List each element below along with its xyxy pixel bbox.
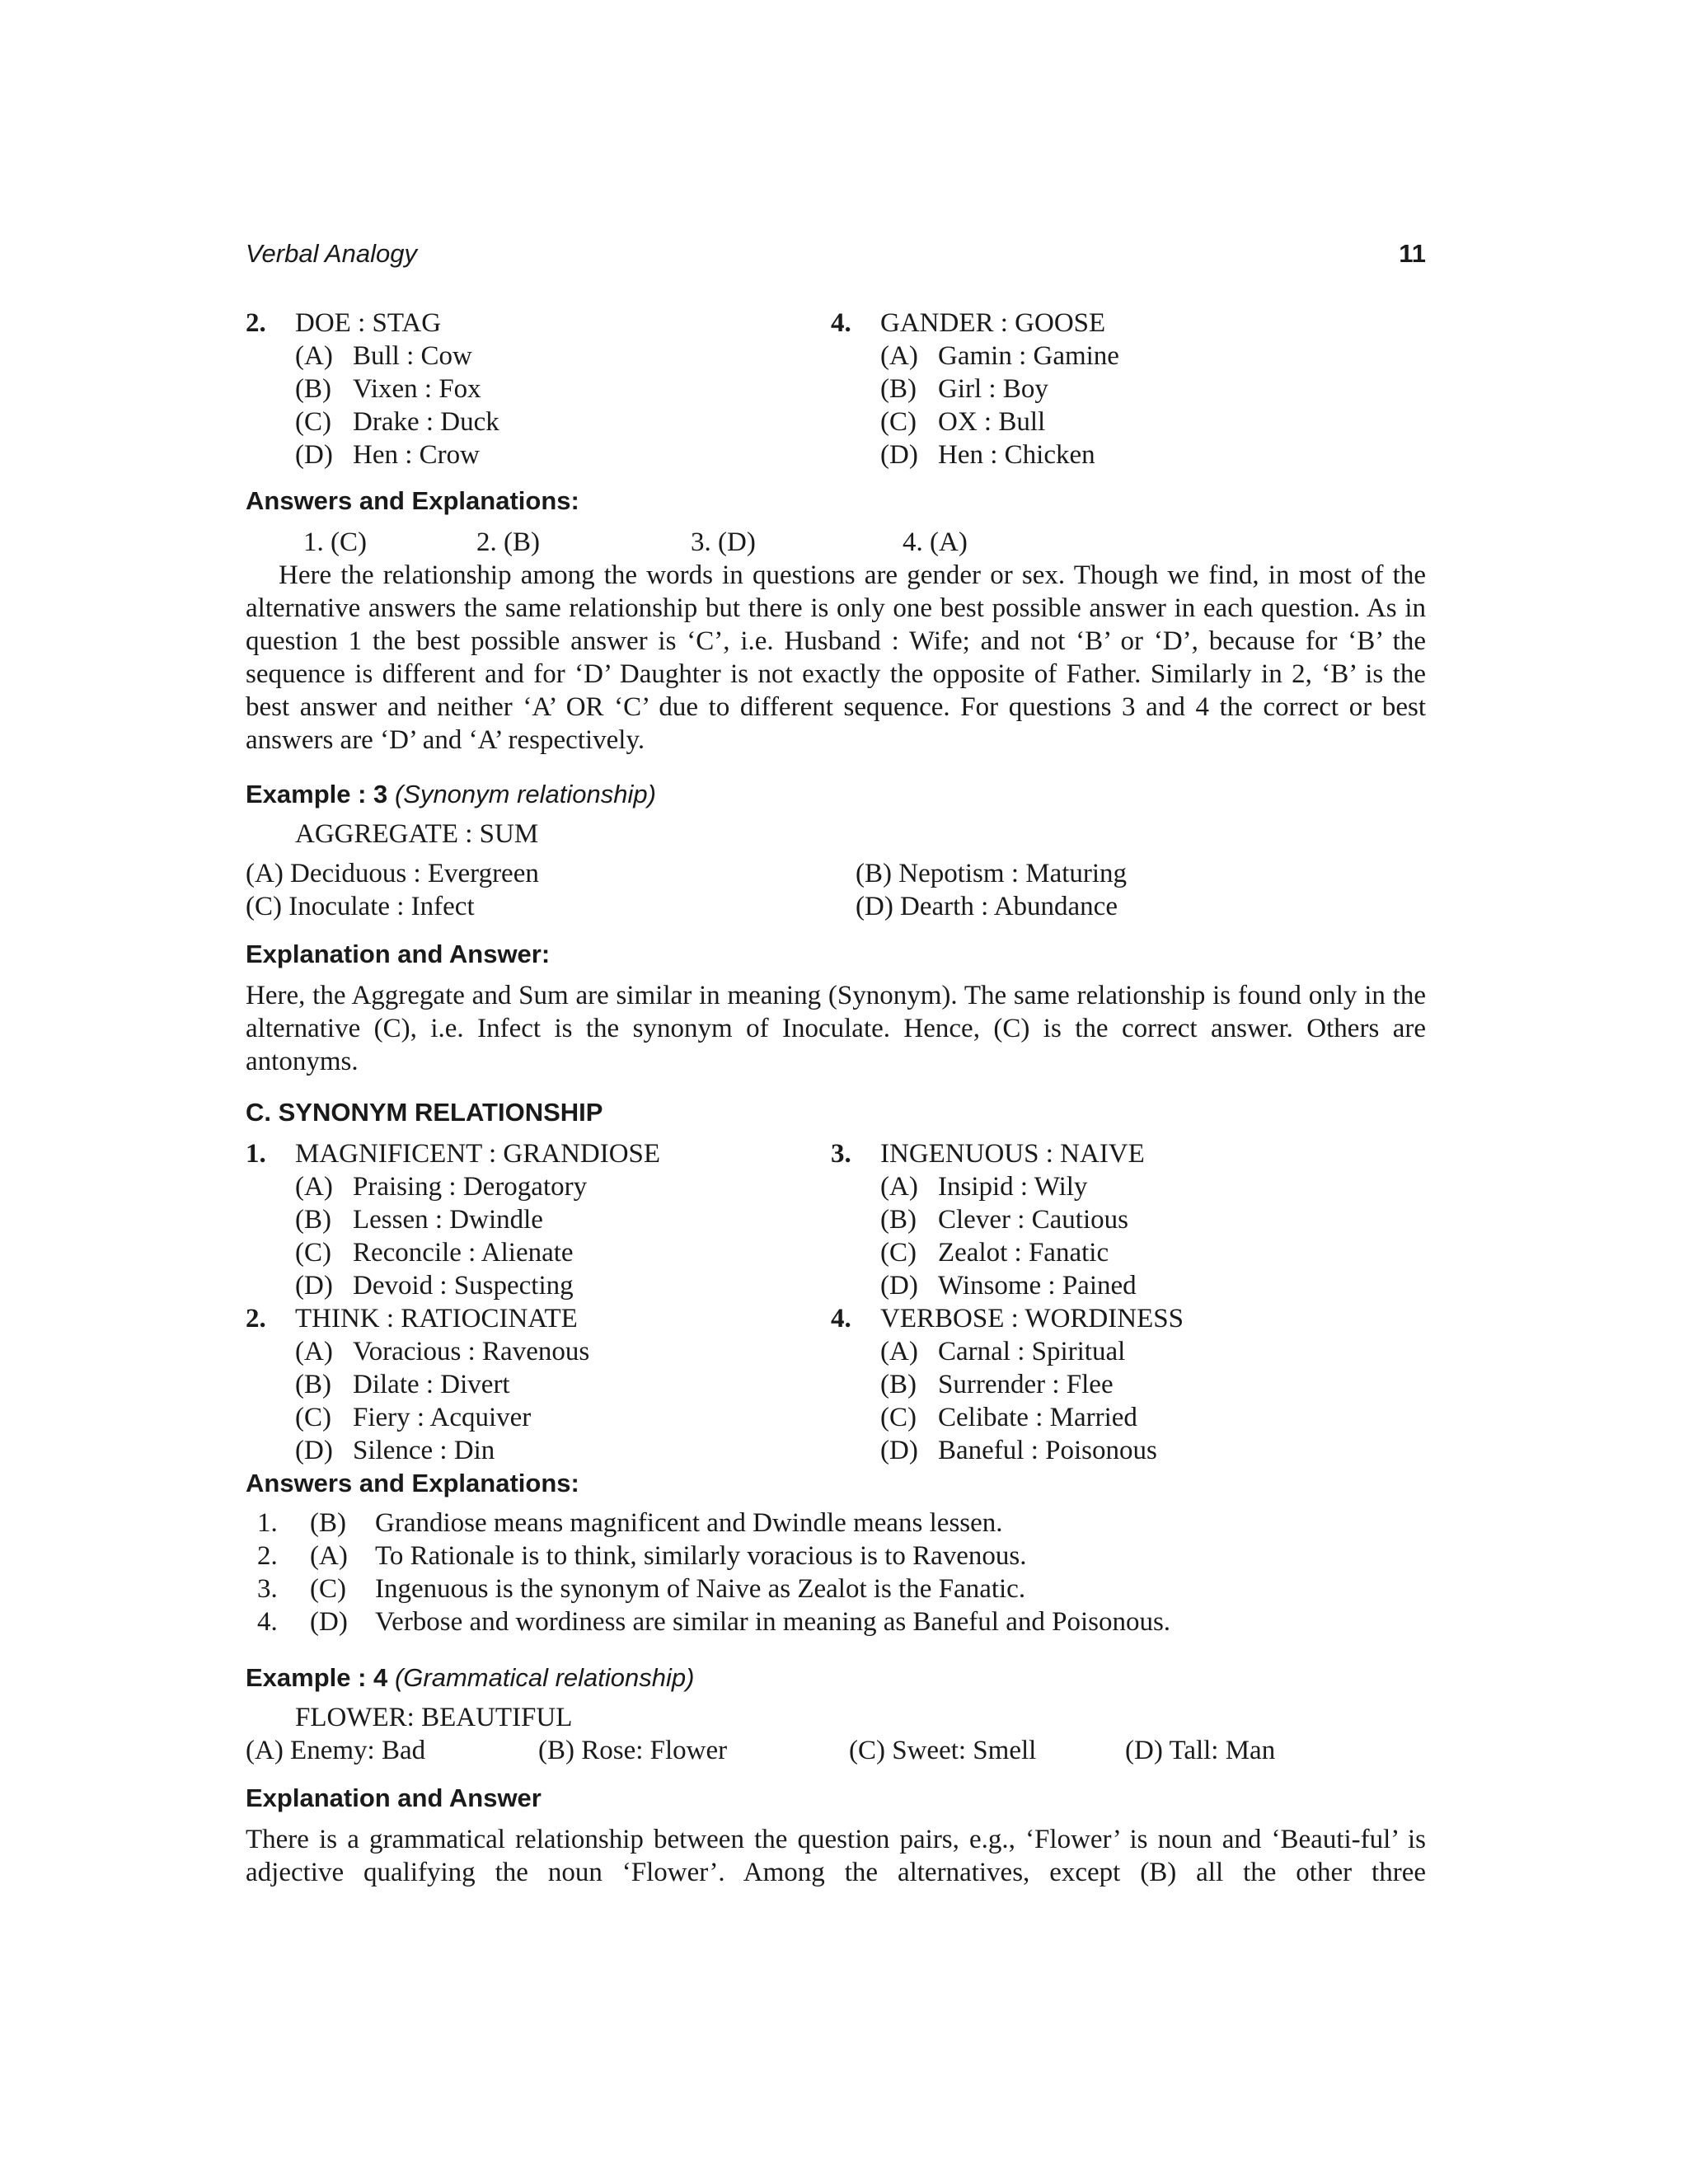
option: (D) Tall: Man: [1125, 1736, 1276, 1765]
option-text: Vixen : Fox: [353, 374, 481, 404]
answers-list: [246, 1507, 1426, 1638]
option-text: Carnal : Spiritual: [938, 1337, 1126, 1366]
example-3-explanation: Here, the Aggregate and Sum are similar in meaning (Synonym). The same relationship is found only in the alternative (C), i.e. Infect is the synonym of Inoculate. Hence, (C) is the correct answer. Others are antonyms.: [246, 981, 1426, 1076]
question-number: 2.: [246, 1304, 266, 1333]
question-stem: INGENUOUS : NAIVE: [880, 1139, 1145, 1169]
option: (D) Dearth : Abundance: [856, 892, 1118, 921]
option-letter: (D): [295, 1436, 333, 1465]
option-letter: (D): [880, 440, 918, 470]
question-stem: DOE : STAG: [295, 308, 442, 338]
option-text: Hen : Chicken: [938, 440, 1095, 470]
option-letter: (B): [295, 374, 331, 404]
question-number: 4.: [831, 308, 851, 338]
option-text: Praising : Derogatory: [353, 1172, 588, 1202]
example-3-options: [246, 857, 1426, 923]
example-label: Example : 4: [246, 1663, 388, 1692]
example-4-explanation: There is a grammatical relationship between the question pairs, e.g., ‘Flower’ is noun and ‘Beauti-ful’ is adjective qualifying the noun ‘Flower’. Among the alternatives, except (B) all the other three: [246, 1825, 1426, 1887]
answer-row: [246, 1572, 1426, 1605]
answer-text: Ingenuous is the synonym of Naive as Zealot is the Fanatic.: [375, 1574, 1026, 1604]
answer-key: 4. (A): [903, 527, 968, 557]
example-4-stem: FLOWER: BEAUTIFUL: [295, 1703, 573, 1732]
option-letter: (C): [295, 1403, 331, 1432]
answers-heading: Answers and Explanations:: [246, 486, 579, 515]
answer-text: Grandiose means magnificent and Dwindle means lessen.: [375, 1508, 1003, 1538]
answer-number: 3.: [257, 1574, 278, 1604]
question-number: 1.: [246, 1139, 266, 1169]
answer-letter: (A): [310, 1541, 348, 1571]
option-letter: (A): [295, 1172, 333, 1202]
example-4-explanation-heading: Explanation and Answer: [246, 1783, 542, 1812]
option-letter: (C): [880, 407, 917, 437]
answers-heading: Answers and Explanations:: [246, 1469, 579, 1497]
example-3-stem: AGGREGATE : SUM: [295, 819, 539, 849]
answer-letter: (B): [310, 1508, 346, 1538]
answer-key: 3. (D): [691, 527, 756, 557]
option: (A) Deciduous : Evergreen: [246, 859, 539, 888]
question-stem: VERBOSE : WORDINESS: [880, 1304, 1184, 1333]
answer-key: 1. (C): [303, 527, 367, 557]
option-letter: (B): [880, 1205, 917, 1235]
section-c-questions: [246, 1137, 1426, 1467]
example-4-options: [246, 1734, 1426, 1767]
option-letter: (C): [880, 1238, 917, 1268]
option-letter: (A): [880, 1172, 918, 1202]
option-letter: (B): [880, 374, 917, 404]
answer-keys: [246, 526, 1426, 559]
page-number: 11: [1399, 239, 1426, 268]
option: (B) Rose: Flower: [538, 1736, 728, 1765]
option-letter: (B): [880, 1370, 917, 1399]
option-text: Dilate : Divert: [353, 1370, 510, 1399]
option-letter: (A): [880, 341, 918, 371]
option-text: Baneful : Poisonous: [938, 1436, 1157, 1465]
option-text: Celibate : Married: [938, 1403, 1137, 1432]
question-number: 4.: [831, 1304, 851, 1333]
option-letter: (D): [295, 1271, 333, 1301]
answer-row: [246, 1540, 1426, 1572]
answer-number: 2.: [257, 1541, 278, 1571]
option: (C) Sweet: Smell: [849, 1736, 1037, 1765]
example-type: (Grammatical relationship): [394, 1663, 695, 1692]
option-text: Drake : Duck: [353, 407, 499, 437]
option-text: Lessen : Dwindle: [353, 1205, 543, 1235]
option-letter: (B): [295, 1370, 331, 1399]
option-text: Voracious : Ravenous: [353, 1337, 590, 1366]
section-c-right-column: [831, 1137, 1408, 1467]
question-2: [246, 307, 823, 471]
option-letter: (C): [295, 407, 331, 437]
example-label: Example : 3: [246, 780, 388, 808]
answer-row: [246, 1507, 1426, 1540]
option-text: OX : Bull: [938, 407, 1046, 437]
question-4: [831, 307, 1408, 471]
option: (B) Nepotism : Maturing: [856, 859, 1128, 888]
option-text: Insipid : Wily: [938, 1172, 1088, 1202]
question-stem: GANDER : GOOSE: [880, 308, 1106, 338]
option-letter: (A): [880, 1337, 918, 1366]
option-letter: (A): [295, 1337, 333, 1366]
answer-row: [246, 1605, 1426, 1638]
answer-text: To Rationale is to think, similarly voracious is to Ravenous.: [375, 1541, 1027, 1571]
option-text: Winsome : Pained: [938, 1271, 1137, 1301]
option-text: Gamin : Gamine: [938, 341, 1119, 371]
answer-letter: (D): [310, 1607, 348, 1637]
answers-paragraph: Here the relationship among the words in questions are gender or sex. Though we find, in most of the alternative answers the same relationship but there is only one best possible answer in each question. As in question 1 the best possible answer is ‘C’, i.e. Husband : Wife; and not ‘B’ or ‘D’, because for ‘B’ the sequence is different and for ‘D’ Daughter is not exactly the opposite of Father. Similarly in 2, ‘B’ is the best answer and neither ‘A’ OR ‘C’ due to different sequence. For questions 3 and 4 the correct or best answers are ‘D’ and ‘A’ respectively.: [246, 560, 1426, 755]
answer-text: Verbose and wordiness are similar in meaning as Baneful and Poisonous.: [375, 1607, 1171, 1637]
option-letter: (D): [880, 1271, 918, 1301]
option-text: Girl : Boy: [938, 374, 1048, 404]
question-set-b: [246, 307, 1426, 471]
answer-letter: (C): [310, 1574, 346, 1604]
option-letter: (A): [295, 341, 333, 371]
option-letter: (C): [295, 1238, 331, 1268]
header-title: Verbal Analogy: [246, 239, 417, 268]
section-c-left-column: [246, 1137, 823, 1467]
answer-number: 4.: [257, 1607, 278, 1637]
example-3-heading: [246, 778, 1426, 811]
option-text: Reconcile : Alienate: [353, 1238, 574, 1268]
option-letter: (B): [295, 1205, 331, 1235]
example-type: (Synonym relationship): [394, 780, 656, 808]
answer-key: 2. (B): [476, 527, 540, 557]
section-c-heading: C. SYNONYM RELATIONSHIP: [246, 1098, 603, 1127]
option-text: Hen : Crow: [353, 440, 480, 470]
example-4-heading: [246, 1661, 1426, 1694]
option-text: Fiery : Acquiver: [353, 1403, 532, 1432]
question-number: 2.: [246, 308, 266, 338]
answer-number: 1.: [257, 1508, 278, 1538]
option-text: Bull : Cow: [353, 341, 472, 371]
question-stem: MAGNIFICENT : GRANDIOSE: [295, 1139, 661, 1169]
option-text: Surrender : Flee: [938, 1370, 1114, 1399]
option-text: Devoid : Suspecting: [353, 1271, 574, 1301]
option-letter: (C): [880, 1403, 917, 1432]
option-letter: (D): [295, 440, 333, 470]
example-3-explanation-heading: Explanation and Answer:: [246, 940, 551, 968]
running-header: [246, 239, 1426, 275]
option-text: Silence : Din: [353, 1436, 495, 1465]
option-text: Zealot : Fanatic: [938, 1238, 1109, 1268]
question-number: 3.: [831, 1139, 851, 1169]
option: (C) Inoculate : Infect: [246, 892, 475, 921]
option: (A) Enemy: Bad: [246, 1736, 426, 1765]
option-letter: (D): [880, 1436, 918, 1465]
question-stem: THINK : RATIOCINATE: [295, 1304, 578, 1333]
option-text: Clever : Cautious: [938, 1205, 1128, 1235]
